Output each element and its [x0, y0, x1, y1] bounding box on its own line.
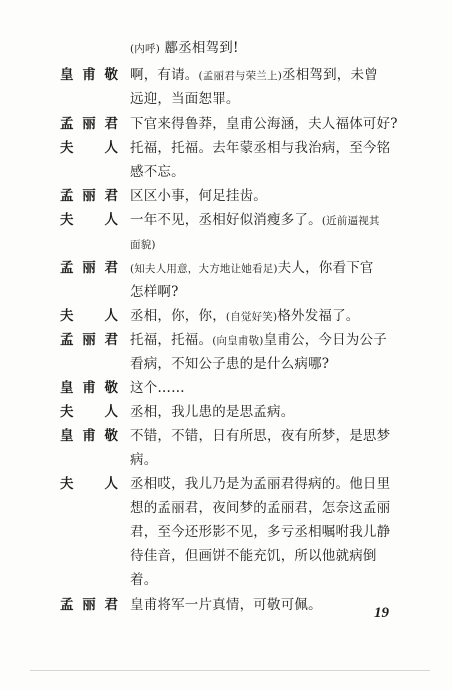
dialogue-segment: 不错，不错，日有所思，夜有所梦，是思梦 — [130, 428, 391, 444]
dialogue-segment: 区区小事，何足挂齿。 — [130, 188, 267, 204]
dialogue-text — [130, 208, 405, 233]
dialogue-text — [130, 304, 405, 329]
dialogue-text — [130, 448, 405, 472]
speaker-name: 孟丽君 — [60, 332, 118, 348]
dialogue-segment: 一年不见，丞相好似消瘦多了。 — [130, 212, 322, 228]
dialogue-segment: 怎样啊? — [130, 284, 179, 300]
dialogue-segment: 病。 — [130, 452, 158, 468]
dialogue-segment: 格外发福了。 — [277, 308, 360, 324]
dialogue-segment: 丞相，我儿患的是思孟病。 — [130, 404, 295, 420]
dialogue-text — [130, 472, 405, 496]
dialogue-text — [130, 63, 405, 88]
dialogue-text — [130, 568, 405, 592]
stage-direction: (孟丽君与荣兰上) — [198, 70, 282, 82]
speaker-name: 夫 人 — [60, 404, 118, 420]
dialogue-segment: 啊，有请。 — [130, 67, 199, 83]
speaker-name: 孟丽君 — [60, 597, 118, 613]
dialogue-text — [130, 256, 405, 281]
dialogue-text — [130, 400, 405, 424]
speaker-name: 夫 人 — [60, 308, 118, 324]
dialogue-segment: 皇甫将军一片真情，可敬可佩。 — [130, 597, 322, 613]
dialogue-segment: 君，至今还形影不见，多亏丞相嘱咐我儿静 — [130, 524, 391, 540]
dialogue-text — [130, 544, 405, 568]
dialogue-text — [130, 136, 405, 160]
dialogue-text — [130, 424, 405, 448]
stage-direction: (向皇甫敬) — [212, 335, 264, 347]
dialogue-text — [130, 352, 405, 376]
dialogue-text — [130, 280, 405, 304]
dialogue-segment: 托福，托福。去年蒙丞相与我治病，至今铭 — [130, 140, 391, 156]
stage-direction: (自觉好笑) — [225, 311, 278, 323]
stage-direction: 面貌) — [130, 239, 156, 251]
stage-direction: (内呼) — [130, 43, 160, 55]
speaker-name: 孟丽君 — [60, 188, 118, 204]
dialogue-segment: 看病，不知公子患的是什么病哪? — [130, 356, 330, 372]
page-bottom-rule — [30, 670, 430, 671]
speaker-name: 皇甫敬 — [60, 428, 118, 444]
dialogue-segment: 皇甫公，今日为公子 — [263, 332, 387, 348]
dialogue-text — [130, 496, 405, 520]
dialogue-text — [130, 36, 405, 61]
dialogue-text — [130, 232, 405, 257]
dialogue-segment: 丞相，你，你， — [130, 308, 226, 324]
dialogue-segment: 下官来得鲁莽，皇甫公海涵，夫人福体可好? — [130, 116, 398, 132]
dialogue-segment: 想的孟丽君，夜间梦的孟丽君，怎奈这孟丽 — [130, 500, 391, 516]
speaker-name: 夫 人 — [60, 476, 118, 492]
dialogue-text — [130, 328, 405, 353]
dialogue-text — [130, 160, 405, 184]
dialogue-segment: 远迎，当面恕罪。 — [130, 91, 240, 107]
dialogue-segment: 夫人，你看下官 — [277, 260, 374, 276]
dialogue-segment: 酈丞相驾到! — [160, 40, 239, 56]
stage-direction: (近前逼视其 — [321, 215, 380, 227]
stage-direction: (知夫人用意，大方地让她看足) — [130, 263, 278, 275]
speaker-name: 孟丽君 — [60, 116, 118, 132]
dialogue-text — [130, 87, 405, 111]
dialogue-text — [130, 593, 405, 617]
speaker-name: 夫 人 — [60, 212, 118, 228]
dialogue-segment: 丞相驾到，未曾 — [282, 67, 378, 83]
dialogue-text — [130, 520, 405, 544]
dialogue-segment: 丞相哎，我儿乃是为孟丽君得病的。他日里 — [130, 476, 391, 492]
dialogue-text — [130, 184, 405, 208]
dialogue-segment: 托福，托福。 — [130, 332, 213, 348]
speaker-name: 夫 人 — [60, 140, 118, 156]
speaker-name: 孟丽君 — [60, 260, 118, 276]
dialogue-segment: 这个…… — [130, 380, 185, 396]
dialogue-segment: 感不忘。 — [130, 164, 185, 180]
speaker-name: 皇甫敬 — [60, 380, 118, 396]
page-number: 19 — [374, 605, 389, 621]
speaker-name: 皇甫敬 — [60, 67, 118, 83]
dialogue-segment: 着。 — [130, 572, 158, 588]
dialogue-text — [130, 112, 405, 136]
dialogue-segment: 待佳音，但画饼不能充饥，所以他就病倒 — [130, 548, 377, 564]
dialogue-text — [130, 376, 405, 400]
